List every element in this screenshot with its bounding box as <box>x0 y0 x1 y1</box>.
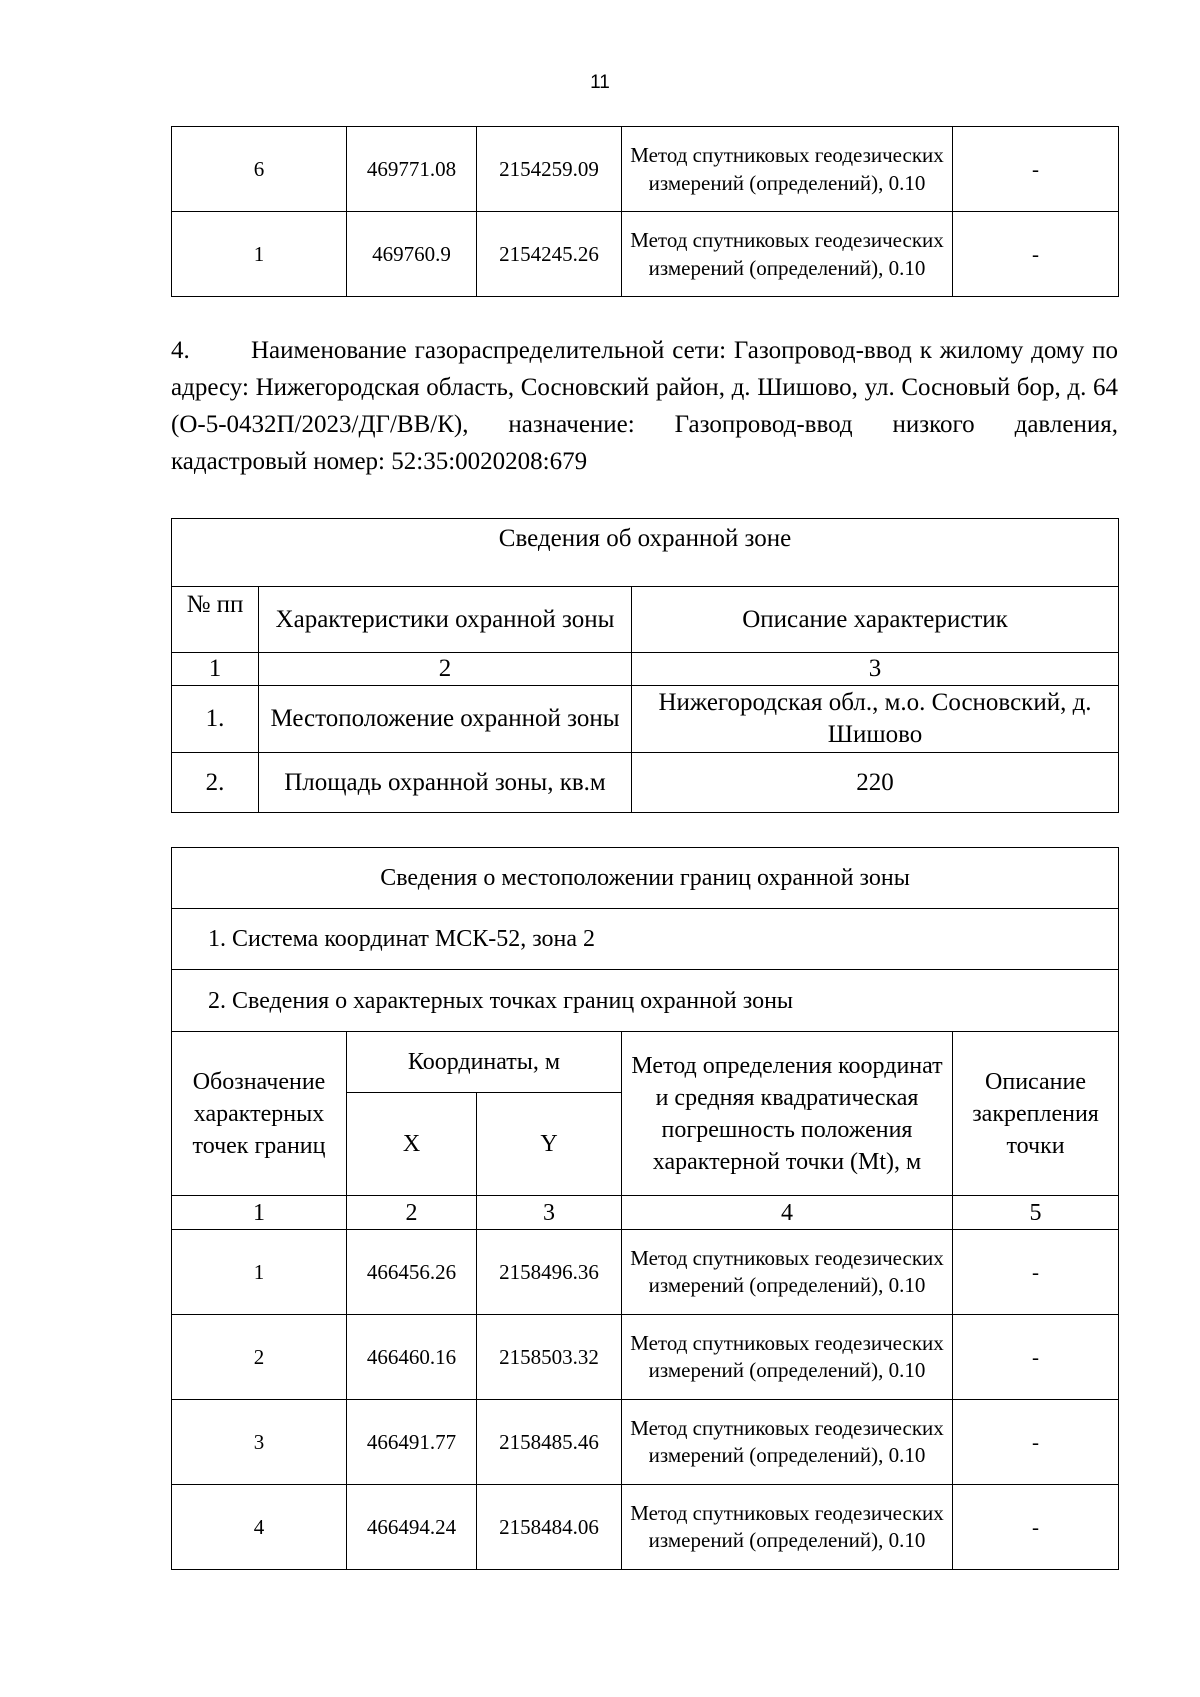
col-number: 1 <box>172 1196 347 1230</box>
section-paragraph <box>171 332 1118 480</box>
section-text: Наименование газораспределительной сети: Газопровод-ввод к жилому дому по адресу: Нижегородская область, Сосновский район, д. Шишово, ул. Сосновый бор, д. 64 (О-5-0432П/2023/ДГ/ВВ/К), назначение: Газопровод-ввод низкого давления, кадастровый номер: 52:35:0020208:679 <box>171 337 1118 475</box>
point-number: 1 <box>172 1230 347 1315</box>
row-value: 220 <box>632 753 1119 813</box>
col-number: 3 <box>477 1196 622 1230</box>
point-method: Метод спутниковых геодезических измерений (определений), 0.10 <box>622 1400 953 1485</box>
col-number: 3 <box>632 653 1119 686</box>
table-row <box>172 1230 1119 1315</box>
point-y: 2158496.36 <box>477 1230 622 1315</box>
row-number: 2. <box>172 753 259 813</box>
point-number: 1 <box>172 212 347 297</box>
points-table-continued <box>171 126 1119 297</box>
row-number: 1. <box>172 686 259 753</box>
header-method: Метод определения координат и средняя квадратическая погрешность положения характерной точки (Mt), м <box>622 1032 953 1196</box>
point-y: 2154259.09 <box>477 127 622 212</box>
point-number: 2 <box>172 1315 347 1400</box>
table-row <box>172 1315 1119 1400</box>
col-number: 1 <box>172 653 259 686</box>
header-designation: Обозначение характерных точек границ <box>172 1032 347 1196</box>
point-x: 466460.16 <box>347 1315 477 1400</box>
points-subtitle: 2. Сведения о характерных точках границ охранной зоны <box>172 970 1119 1032</box>
point-method: Метод спутниковых геодезических измерений (определений), 0.10 <box>622 1230 953 1315</box>
point-x: 469771.08 <box>347 127 477 212</box>
header-y: Y <box>477 1093 622 1196</box>
header-coordinates: Координаты, м <box>347 1032 622 1093</box>
point-description: - <box>953 1230 1119 1315</box>
point-number: 6 <box>172 127 347 212</box>
point-method: Метод спутниковых геодезических измерений (определений), 0.10 <box>622 212 953 297</box>
table-row <box>172 753 1119 813</box>
table-row <box>172 1485 1119 1570</box>
boundary-points-table <box>171 847 1119 1570</box>
header-characteristic: Характеристики охранной зоны <box>259 587 632 653</box>
header-x: X <box>347 1093 477 1196</box>
col-number: 4 <box>622 1196 953 1230</box>
point-method: Метод спутниковых геодезических измерений (определений), 0.10 <box>622 1485 953 1570</box>
row-value: Нижегородская обл., м.о. Сосновский, д. Шишово <box>632 686 1119 753</box>
point-y: 2158485.46 <box>477 1400 622 1485</box>
point-number: 4 <box>172 1485 347 1570</box>
bounds-table-title: Сведения о местоположении границ охранной зоны <box>172 848 1119 909</box>
table-row <box>172 686 1119 753</box>
point-x: 466494.24 <box>347 1485 477 1570</box>
header-description: Описание характеристик <box>632 587 1119 653</box>
point-x: 466456.26 <box>347 1230 477 1315</box>
row-name: Местоположение охранной зоны <box>259 686 632 753</box>
point-description: - <box>953 1315 1119 1400</box>
coordinate-system: 1. Система координат МСК-52, зона 2 <box>172 909 1119 970</box>
point-y: 2154245.26 <box>477 212 622 297</box>
point-description: - <box>953 1400 1119 1485</box>
point-x: 466491.77 <box>347 1400 477 1485</box>
section-number: 4. <box>171 337 190 364</box>
zone-table-title: Сведения об охранной зоне <box>172 519 1119 587</box>
table-row <box>172 127 1119 212</box>
point-description: - <box>953 127 1119 212</box>
point-x: 469760.9 <box>347 212 477 297</box>
header-number: № пп <box>172 587 259 653</box>
point-y: 2158484.06 <box>477 1485 622 1570</box>
table-row <box>172 1400 1119 1485</box>
col-number: 2 <box>347 1196 477 1230</box>
point-description: - <box>953 1485 1119 1570</box>
point-description: - <box>953 212 1119 297</box>
row-name: Площадь охранной зоны, кв.м <box>259 753 632 813</box>
table-row <box>172 212 1119 297</box>
zone-info-table <box>171 518 1119 813</box>
point-method: Метод спутниковых геодезических измерений (определений), 0.10 <box>622 127 953 212</box>
point-method: Метод спутниковых геодезических измерений (определений), 0.10 <box>622 1315 953 1400</box>
header-description: Описание закрепления точки <box>953 1032 1119 1196</box>
col-number: 2 <box>259 653 632 686</box>
page-number: 11 <box>590 72 610 93</box>
col-number: 5 <box>953 1196 1119 1230</box>
point-y: 2158503.32 <box>477 1315 622 1400</box>
point-number: 3 <box>172 1400 347 1485</box>
